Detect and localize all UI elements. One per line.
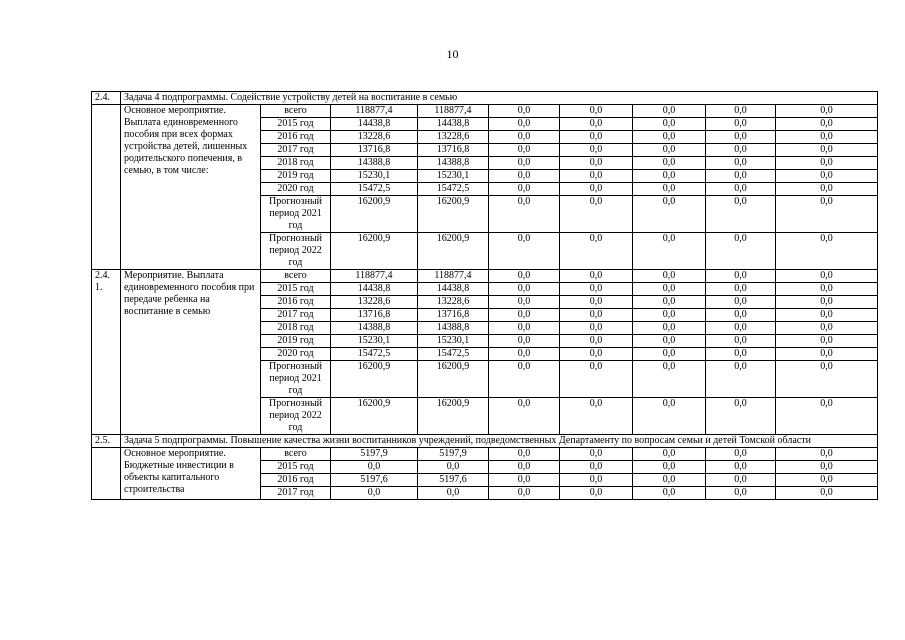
task-title: Задача 4 подпрограммы. Содействие устройству детей на воспитание в семью [121, 92, 878, 105]
value-cell: 0,0 [633, 448, 706, 461]
value-cell: 0,0 [776, 322, 878, 335]
value-cell: 14438,8 [331, 283, 418, 296]
value-cell: 0,0 [706, 448, 776, 461]
value-cell: 0,0 [776, 118, 878, 131]
value-cell: 0,0 [418, 461, 489, 474]
value-cell: 0,0 [489, 487, 560, 500]
value-cell: 0,0 [331, 487, 418, 500]
value-cell: 16200,9 [331, 196, 418, 233]
value-cell: 0,0 [633, 183, 706, 196]
value-cell: 0,0 [489, 361, 560, 398]
period-cell: 2018 год [261, 322, 331, 335]
value-cell: 0,0 [706, 487, 776, 500]
value-cell: 0,0 [633, 487, 706, 500]
value-cell: 0,0 [560, 361, 633, 398]
value-cell: 0,0 [560, 183, 633, 196]
value-cell: 0,0 [776, 131, 878, 144]
value-cell: 13228,6 [418, 131, 489, 144]
value-cell: 0,0 [776, 183, 878, 196]
value-cell: 15472,5 [331, 183, 418, 196]
value-cell: 0,0 [776, 270, 878, 283]
period-cell: 2019 год [261, 170, 331, 183]
value-cell: 0,0 [706, 474, 776, 487]
period-cell: Прогнозный период 2022 год [261, 398, 331, 435]
value-cell: 0,0 [776, 361, 878, 398]
value-cell: 16200,9 [331, 233, 418, 270]
value-cell: 0,0 [489, 270, 560, 283]
measure-description: Основное мероприятие. Бюджетные инвестиции в объекты капитального строительства [121, 448, 261, 500]
value-cell: 0,0 [706, 348, 776, 361]
value-cell: 0,0 [776, 487, 878, 500]
value-cell: 0,0 [489, 309, 560, 322]
value-cell: 0,0 [489, 183, 560, 196]
value-cell: 0,0 [489, 233, 560, 270]
period-cell: 2017 год [261, 144, 331, 157]
value-cell: 15230,1 [331, 335, 418, 348]
value-cell: 0,0 [489, 118, 560, 131]
value-cell: 0,0 [560, 170, 633, 183]
value-cell: 0,0 [706, 144, 776, 157]
value-cell: 0,0 [706, 322, 776, 335]
value-cell: 0,0 [706, 118, 776, 131]
value-cell: 0,0 [489, 105, 560, 118]
value-cell: 14438,8 [418, 118, 489, 131]
period-cell: 2017 год [261, 487, 331, 500]
value-cell: 0,0 [633, 322, 706, 335]
value-cell: 0,0 [776, 170, 878, 183]
value-cell: 0,0 [776, 233, 878, 270]
value-cell: 15230,1 [418, 335, 489, 348]
value-cell: 0,0 [560, 118, 633, 131]
period-cell: 2015 год [261, 461, 331, 474]
value-cell: 0,0 [633, 270, 706, 283]
value-cell: 0,0 [560, 487, 633, 500]
value-cell: 0,0 [776, 398, 878, 435]
value-cell: 0,0 [776, 157, 878, 170]
value-cell: 0,0 [633, 398, 706, 435]
table-row [92, 105, 878, 118]
period-cell: 2016 год [261, 474, 331, 487]
task-row [92, 92, 878, 105]
period-cell: 2020 год [261, 348, 331, 361]
value-cell: 16200,9 [418, 398, 489, 435]
value-cell: 0,0 [706, 196, 776, 233]
value-cell: 0,0 [633, 361, 706, 398]
value-cell: 0,0 [560, 105, 633, 118]
value-cell: 0,0 [706, 131, 776, 144]
value-cell: 0,0 [560, 283, 633, 296]
task-row [92, 435, 878, 448]
value-cell: 13228,6 [418, 296, 489, 309]
value-cell: 0,0 [706, 361, 776, 398]
value-cell: 13716,8 [331, 144, 418, 157]
period-cell: 2020 год [261, 183, 331, 196]
measure-code [92, 448, 121, 500]
value-cell: 14388,8 [418, 157, 489, 170]
value-cell: 14388,8 [418, 322, 489, 335]
value-cell: 0,0 [706, 105, 776, 118]
value-cell: 0,0 [776, 461, 878, 474]
period-cell: 2017 год [261, 309, 331, 322]
value-cell: 0,0 [776, 474, 878, 487]
value-cell: 0,0 [560, 398, 633, 435]
value-cell: 0,0 [776, 448, 878, 461]
value-cell: 0,0 [706, 183, 776, 196]
value-cell: 0,0 [633, 233, 706, 270]
value-cell: 14438,8 [418, 283, 489, 296]
period-cell: всего [261, 448, 331, 461]
value-cell: 0,0 [489, 170, 560, 183]
page-number: 10 [446, 47, 459, 61]
value-cell: 0,0 [776, 335, 878, 348]
value-cell: 13228,6 [331, 131, 418, 144]
value-cell: 15472,5 [418, 348, 489, 361]
value-cell: 0,0 [489, 448, 560, 461]
period-cell: 2018 год [261, 157, 331, 170]
measure-code: 2.4. 1. [92, 270, 121, 435]
value-cell: 0,0 [560, 309, 633, 322]
period-cell: Прогнозный период 2021 год [261, 196, 331, 233]
period-cell: 2016 год [261, 296, 331, 309]
period-cell: Прогнозный период 2022 год [261, 233, 331, 270]
value-cell: 0,0 [489, 196, 560, 233]
value-cell: 15472,5 [331, 348, 418, 361]
value-cell: 0,0 [776, 283, 878, 296]
value-cell: 0,0 [489, 398, 560, 435]
value-cell: 13716,8 [418, 144, 489, 157]
value-cell: 0,0 [560, 131, 633, 144]
value-cell: 0,0 [776, 348, 878, 361]
value-cell: 5197,6 [331, 474, 418, 487]
value-cell: 0,0 [489, 474, 560, 487]
value-cell: 14388,8 [331, 322, 418, 335]
value-cell: 13716,8 [418, 309, 489, 322]
value-cell: 0,0 [706, 296, 776, 309]
value-cell: 118877,4 [418, 270, 489, 283]
value-cell: 0,0 [633, 348, 706, 361]
value-cell: 0,0 [706, 157, 776, 170]
value-cell: 0,0 [560, 233, 633, 270]
value-cell: 5197,6 [418, 474, 489, 487]
value-cell: 0,0 [633, 196, 706, 233]
value-cell: 0,0 [706, 461, 776, 474]
value-cell: 0,0 [706, 309, 776, 322]
measure-description: Мероприятие. Выплата единовременного пособия при передаче ребенка на воспитание в семью [121, 270, 261, 435]
value-cell: 13228,6 [331, 296, 418, 309]
value-cell: 0,0 [560, 157, 633, 170]
value-cell: 0,0 [776, 296, 878, 309]
value-cell: 5197,9 [418, 448, 489, 461]
value-cell: 0,0 [331, 461, 418, 474]
value-cell: 0,0 [560, 296, 633, 309]
value-cell: 0,0 [706, 170, 776, 183]
value-cell: 0,0 [706, 398, 776, 435]
value-cell: 0,0 [489, 322, 560, 335]
measure-description: Основное мероприятие. Выплата единовременного пособия при всех формах устройства детей, лишенных родительского попечения, в семью, в том числе: [121, 105, 261, 270]
period-cell: всего [261, 270, 331, 283]
budget-table-body [92, 92, 878, 500]
value-cell: 0,0 [706, 233, 776, 270]
task-code: 2.5. [92, 435, 121, 448]
value-cell: 0,0 [633, 131, 706, 144]
value-cell: 15230,1 [331, 170, 418, 183]
value-cell: 0,0 [776, 105, 878, 118]
value-cell: 13716,8 [331, 309, 418, 322]
measure-code [92, 105, 121, 270]
value-cell: 0,0 [776, 309, 878, 322]
value-cell: 16200,9 [418, 196, 489, 233]
value-cell: 0,0 [489, 144, 560, 157]
value-cell: 0,0 [706, 335, 776, 348]
value-cell: 0,0 [560, 474, 633, 487]
value-cell: 0,0 [560, 461, 633, 474]
task-title: Задача 5 подпрограммы. Повышение качества жизни воспитанников учреждений, подведомственных Департаменту по вопросам семьи и детей Томской области [121, 435, 878, 448]
value-cell: 0,0 [633, 170, 706, 183]
value-cell: 0,0 [560, 196, 633, 233]
value-cell: 0,0 [418, 487, 489, 500]
value-cell: 0,0 [633, 296, 706, 309]
value-cell: 0,0 [489, 335, 560, 348]
period-cell: 2016 год [261, 131, 331, 144]
value-cell: 0,0 [633, 283, 706, 296]
value-cell: 5197,9 [331, 448, 418, 461]
period-cell: 2015 год [261, 283, 331, 296]
value-cell: 0,0 [489, 348, 560, 361]
task-code: 2.4. [92, 92, 121, 105]
value-cell: 0,0 [633, 309, 706, 322]
value-cell: 0,0 [560, 270, 633, 283]
value-cell: 0,0 [633, 335, 706, 348]
value-cell: 118877,4 [331, 270, 418, 283]
value-cell: 0,0 [706, 283, 776, 296]
value-cell: 118877,4 [331, 105, 418, 118]
period-cell: Прогнозный период 2021 год [261, 361, 331, 398]
value-cell: 0,0 [776, 144, 878, 157]
value-cell: 0,0 [560, 335, 633, 348]
table-row [92, 448, 878, 461]
value-cell: 0,0 [489, 283, 560, 296]
value-cell: 0,0 [489, 296, 560, 309]
value-cell: 16200,9 [418, 361, 489, 398]
value-cell: 0,0 [489, 461, 560, 474]
period-cell: 2019 год [261, 335, 331, 348]
value-cell: 0,0 [633, 144, 706, 157]
value-cell: 0,0 [489, 131, 560, 144]
value-cell: 118877,4 [418, 105, 489, 118]
value-cell: 0,0 [560, 448, 633, 461]
budget-table [91, 91, 878, 500]
value-cell: 0,0 [560, 144, 633, 157]
value-cell: 0,0 [560, 322, 633, 335]
period-cell: всего [261, 105, 331, 118]
value-cell: 0,0 [633, 461, 706, 474]
table-row [92, 270, 878, 283]
value-cell: 16200,9 [331, 361, 418, 398]
value-cell: 16200,9 [331, 398, 418, 435]
value-cell: 15230,1 [418, 170, 489, 183]
value-cell: 15472,5 [418, 183, 489, 196]
value-cell: 0,0 [706, 270, 776, 283]
value-cell: 0,0 [633, 474, 706, 487]
value-cell: 14388,8 [331, 157, 418, 170]
value-cell: 16200,9 [418, 233, 489, 270]
value-cell: 14438,8 [331, 118, 418, 131]
period-cell: 2015 год [261, 118, 331, 131]
value-cell: 0,0 [776, 196, 878, 233]
value-cell: 0,0 [560, 348, 633, 361]
value-cell: 0,0 [489, 157, 560, 170]
value-cell: 0,0 [633, 157, 706, 170]
value-cell: 0,0 [633, 105, 706, 118]
value-cell: 0,0 [633, 118, 706, 131]
